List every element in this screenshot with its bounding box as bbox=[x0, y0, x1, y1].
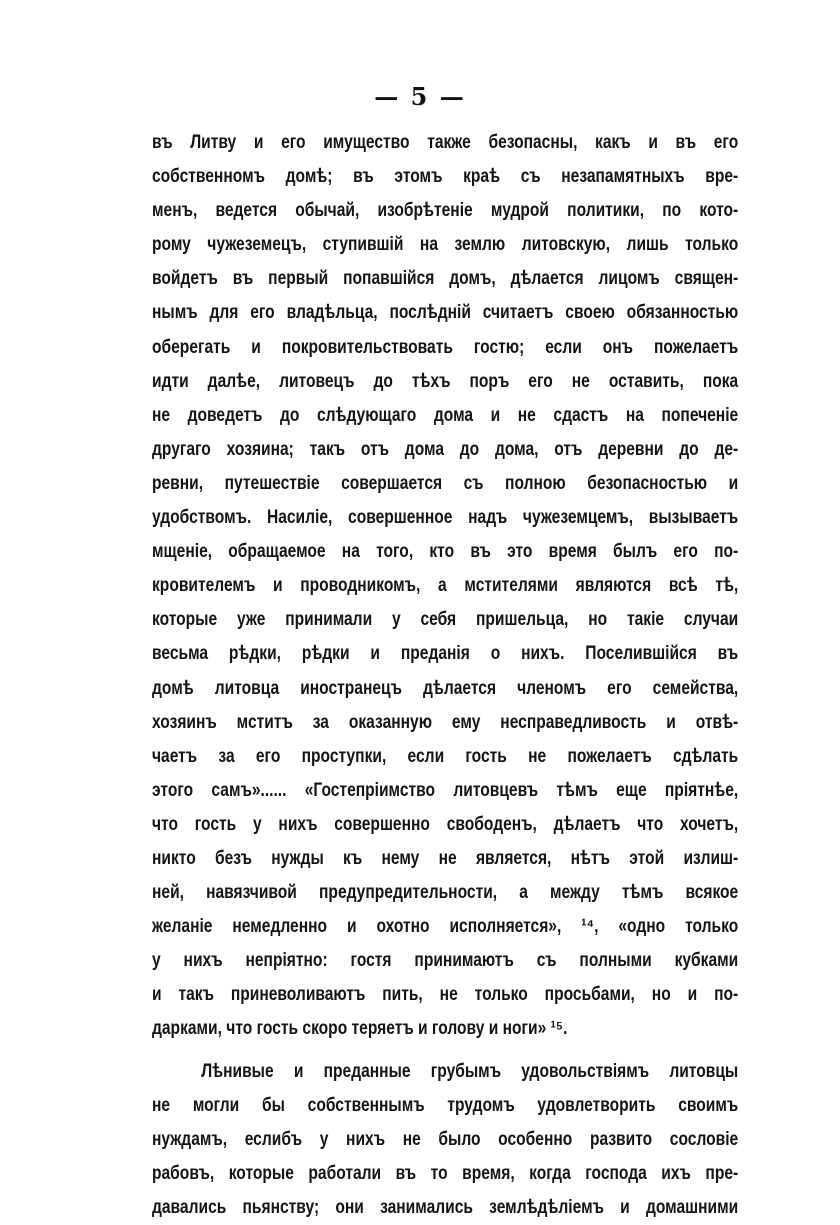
body-text bbox=[152, 126, 738, 1225]
text-line: давались пьянству; они занимались землѣдѣліемъ и домашними bbox=[152, 1196, 739, 1218]
text-line: въ Литву и его имущество также безопасны, какъ и въ его bbox=[152, 132, 739, 153]
text-line: другаго хозяина; такъ отъ дома до дома, отъ деревни до де- bbox=[152, 438, 739, 460]
paragraph bbox=[152, 1055, 738, 1225]
text-line: что гость у нихъ совершенно свободенъ, дѣлаетъ что хочетъ, bbox=[152, 813, 739, 835]
text-line: никто безъ нужды къ нему не является, нѣтъ этой излиш- bbox=[152, 847, 739, 869]
text-line: этого самъ»...... «Гостепріимство литовцевъ тѣмъ еще пріятнѣе, bbox=[152, 779, 739, 801]
text-line: не могли бы собственнымъ трудомъ удовлетворить своимъ bbox=[152, 1094, 739, 1116]
text-line: рому чужеземецъ, ступившій на землю литовскую, лишь только bbox=[152, 234, 739, 256]
text-line: желаніе немедленно и охотно исполняется», ¹⁴, «одно только bbox=[152, 916, 739, 938]
text-line: кровителемъ и проводникомъ, а мстителями являются всѣ тѣ, bbox=[152, 575, 739, 597]
text-line: у нихъ непріятно: гостя принимаютъ съ полными кубками bbox=[152, 950, 739, 972]
text-line: рабовъ, которые работали въ то время, когда господа ихъ пре- bbox=[152, 1162, 739, 1184]
page-number: — 5 — bbox=[374, 82, 466, 111]
paragraph-gap bbox=[152, 1047, 738, 1055]
text-line: дарками, что гость скоро теряетъ и голову и ноги» ¹⁵. bbox=[152, 1018, 568, 1040]
text-line: домѣ литовца иностранецъ дѣлается членомъ его семейства, bbox=[152, 677, 739, 699]
text-line: весьма рѣдки, рѣдки и преданія о нихъ. Поселившійся въ bbox=[152, 643, 739, 665]
text-line: которые уже принимали у себя пришельца, но такіе случаи bbox=[152, 609, 739, 631]
text-line: удобствомъ. Насиліе, совершенное надъ чужеземцемъ, вызываетъ bbox=[152, 507, 739, 529]
text-line: нуждамъ, еслибъ у нихъ не было особенно развито сословіе bbox=[152, 1128, 739, 1150]
text-line: менъ, ведется обычай, изобрѣтеніе мудрой политики, по кото- bbox=[152, 200, 739, 222]
text-line: не доведетъ до слѣдующаго дома и не сдастъ на попеченіе bbox=[152, 404, 739, 426]
text-line: оберегать и покровительствовать гостю; если онъ пожелаетъ bbox=[152, 336, 739, 358]
text-line: идти далѣе, литовецъ до тѣхъ поръ его не оставить, пока bbox=[152, 370, 739, 392]
text-line: Лѣнивые и преданные грубымъ удовольствіямъ литовцы bbox=[201, 1060, 739, 1082]
text-line: нымъ для его владѣльца, послѣдній считаетъ своею обязанностью bbox=[152, 302, 739, 324]
paragraph bbox=[152, 126, 738, 1047]
text-line: мщеніе, обращаемое на того, кто въ это время былъ его по- bbox=[152, 541, 739, 563]
text-line: ревни, путешествіе совершается съ полною безопасностью и bbox=[152, 472, 739, 494]
text-line: хозяинъ мститъ за оказанную ему несправедливость и отвѣ- bbox=[152, 711, 739, 733]
text-line: войдетъ въ первый попавшійся домъ, дѣлается лицомъ священ- bbox=[152, 268, 739, 290]
text-line: и такъ приневоливаютъ пить, не только просьбами, но и по- bbox=[152, 984, 739, 1006]
text-line: ней, навязчивой предупредительности, а между тѣмъ всякое bbox=[152, 882, 739, 904]
text-line: собственномъ домѣ; въ этомъ краѣ съ незапамятныхъ вре- bbox=[152, 166, 739, 188]
text-line: чаетъ за его проступки, если гость не пожелаетъ сдѣлать bbox=[152, 745, 739, 767]
